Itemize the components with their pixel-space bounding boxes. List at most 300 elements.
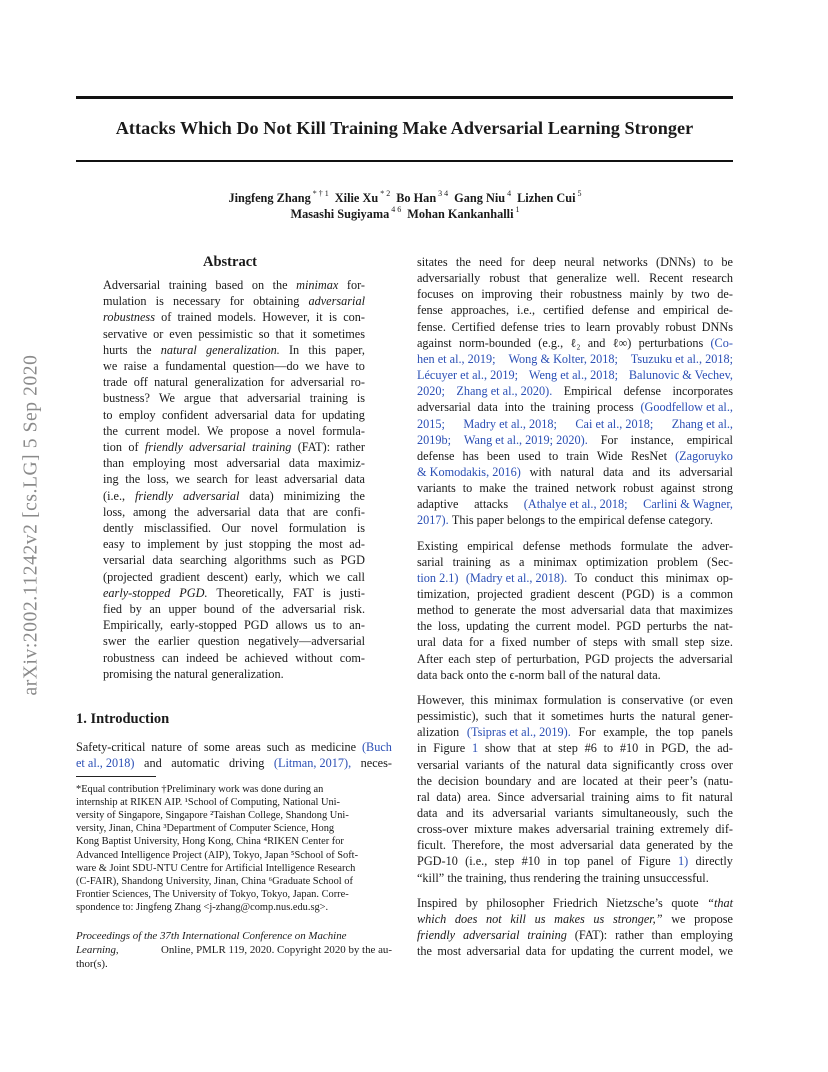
word: updating — [571, 944, 614, 959]
word: and — [537, 773, 556, 788]
word: spondence to: Jingfeng Zhang <j-zhang@comp.nus.edu.sg>. — [76, 901, 329, 913]
word: the — [583, 870, 599, 885]
word: achieved — [244, 650, 289, 665]
citation-link[interactable]: (Tsipras et al., 2019). — [466, 725, 571, 740]
word: ing — [103, 472, 119, 487]
text-line — [417, 432, 733, 448]
word: than — [651, 928, 673, 942]
text-line — [417, 586, 733, 602]
author-name: Lizhen Cui — [517, 191, 576, 206]
word: been — [486, 448, 511, 463]
word: networks — [602, 255, 648, 269]
word: propose — [229, 423, 269, 438]
word: we — [103, 359, 118, 373]
text-line — [76, 783, 392, 796]
word: Theoretically, — [216, 585, 284, 600]
word: problem — [657, 554, 698, 569]
word: is — [661, 587, 670, 601]
word: as — [295, 740, 306, 754]
word: the — [297, 537, 313, 552]
word: quote — [671, 895, 699, 910]
word: natural — [160, 342, 197, 357]
word: fense. — [417, 319, 446, 334]
citation-link[interactable]: Balunovic & Vechev, — [628, 368, 733, 383]
word: we — [175, 472, 190, 487]
word: training — [309, 391, 348, 406]
word: network — [575, 481, 616, 496]
word: (FAT): — [574, 928, 608, 942]
word: can — [161, 650, 179, 665]
citation-link[interactable]: Zhang et al., 2020). — [456, 384, 553, 399]
word: ro- — [350, 375, 365, 390]
citation-link[interactable]: Madry et al., 2018; — [463, 416, 557, 431]
text-line — [76, 888, 392, 901]
arxiv-identifier: arXiv:2002.11242v2 [cs.LG] 5 Sep 2020 — [21, 354, 42, 696]
text-line — [103, 439, 365, 455]
word: minimax — [665, 570, 710, 585]
word: instance, — [630, 432, 674, 447]
word: variants — [554, 805, 594, 820]
citation-link[interactable]: Wang et al., 2019; 2020). — [463, 432, 588, 447]
word: of — [161, 310, 172, 325]
word: improving — [481, 287, 533, 302]
word: we — [325, 569, 341, 584]
word: just — [224, 537, 243, 552]
text-line — [76, 901, 392, 914]
word: data — [619, 838, 641, 853]
word: training — [251, 440, 292, 454]
word: (i.e., — [103, 488, 126, 503]
text-line — [103, 374, 365, 390]
word: small — [651, 635, 679, 650]
word: variants — [417, 481, 456, 496]
citation-link[interactable]: Weng et al., 2018; — [528, 368, 619, 383]
word: us — [534, 911, 546, 926]
text-line — [417, 618, 733, 634]
word: maximiz- — [317, 456, 365, 471]
citation-link[interactable]: Cai et al., 2018; — [575, 416, 654, 431]
text-line — [417, 416, 733, 432]
text-line — [417, 319, 733, 335]
word: misclassified. — [144, 521, 212, 535]
word: Since — [497, 789, 525, 804]
word: for — [551, 944, 566, 959]
word: loss, — [437, 619, 461, 634]
word: fundamental — [165, 359, 227, 373]
word: area. — [467, 789, 491, 804]
text-line — [103, 552, 365, 568]
word: for — [469, 635, 484, 650]
word: data — [417, 805, 438, 820]
text-line — [417, 789, 733, 805]
citation-link[interactable]: 1 — [471, 741, 479, 756]
word: some — [203, 740, 230, 754]
word: are — [312, 504, 328, 519]
word: Online, PMLR 119, 2020. Copyright 2020 by the au- — [160, 944, 392, 957]
word: method — [417, 603, 454, 618]
word: on — [461, 287, 474, 302]
word: the — [530, 400, 546, 415]
word: ural — [417, 635, 437, 650]
word: located — [582, 773, 618, 788]
word: Proceedings of the 37th International Conference on Machine — [76, 930, 347, 942]
word: models. — [217, 310, 257, 325]
word: cross — [680, 757, 706, 772]
word: be — [225, 650, 238, 665]
arxiv-side-stamp — [2, 300, 62, 750]
text-line — [417, 383, 733, 399]
word: panel — [587, 854, 614, 869]
word: most — [437, 944, 462, 959]
word: as — [323, 553, 334, 568]
text-line — [417, 286, 733, 302]
word: step — [684, 635, 705, 650]
word: it — [299, 326, 307, 341]
text-line — [417, 634, 733, 650]
word: adversarial — [247, 391, 301, 406]
word: learn — [585, 319, 611, 334]
word: common — [690, 587, 733, 601]
word: at — [624, 773, 633, 788]
word: of — [187, 740, 198, 754]
word: simultaneously, — [601, 805, 679, 820]
text-line — [103, 309, 365, 325]
word: medicine — [311, 740, 357, 754]
word: process — [596, 400, 634, 415]
word: cross-over — [417, 822, 469, 837]
author-affiliation-marks: 5 — [575, 189, 582, 198]
citation-link[interactable]: (Co- — [710, 335, 733, 350]
word: the — [155, 666, 171, 681]
word: conduct — [594, 570, 634, 585]
word: However, — [417, 692, 465, 707]
citation-link[interactable]: & Komodakis, 2016) — [417, 464, 521, 479]
word: a — [153, 359, 159, 373]
word: PGD — [584, 651, 610, 666]
citation-link[interactable]: Carlini & Wagner, — [643, 497, 733, 512]
word: of — [576, 635, 587, 650]
citation-link[interactable]: Lécuyer et al., 2019; — [417, 368, 519, 383]
text-line — [417, 496, 733, 512]
word: well. — [615, 271, 640, 286]
word: adversarial — [226, 456, 281, 471]
author-affiliation-marks: 4 6 — [389, 205, 402, 214]
word: defense — [591, 303, 630, 318]
text-line — [76, 929, 392, 943]
word: thus — [509, 870, 531, 885]
text-line — [417, 853, 733, 869]
author-name: Bo Han — [396, 191, 437, 206]
word: gener- — [701, 709, 733, 724]
citation-link[interactable]: (Litman, 2017), — [273, 756, 352, 771]
word: the — [349, 488, 365, 503]
word: that — [275, 326, 294, 341]
word: servative — [103, 326, 148, 341]
word: over — [711, 757, 733, 772]
word: to — [570, 319, 581, 334]
word: updating — [322, 407, 365, 422]
word: friendly — [417, 928, 456, 942]
word: is — [328, 310, 338, 325]
word: for — [510, 255, 525, 269]
text-line — [103, 585, 365, 601]
word: rendering — [533, 870, 581, 885]
word: “that — [707, 895, 733, 910]
word: data) — [436, 789, 461, 804]
word: current — [639, 944, 675, 959]
word: raise — [123, 359, 147, 373]
word: automatic — [171, 756, 220, 771]
word: versity, Jinan, China ³Department of Computer Science, Hong — [76, 823, 335, 835]
word: such — [686, 805, 710, 820]
word: (e.g., — [538, 335, 564, 350]
word: has — [462, 448, 479, 463]
word: search — [196, 472, 228, 487]
word: Friedrich — [552, 895, 598, 910]
word: model. — [576, 619, 611, 634]
word: data — [586, 757, 608, 772]
text-line — [417, 708, 733, 724]
word: us — [314, 618, 326, 633]
word: rather — [336, 440, 365, 454]
word: the — [509, 838, 525, 853]
word: the — [677, 538, 693, 553]
citation-link[interactable]: 1) — [677, 854, 689, 869]
word: optimization — [586, 554, 649, 569]
word: searching — [179, 553, 227, 568]
text-line — [417, 805, 733, 821]
citation-link[interactable]: (Madry et al., 2018). — [465, 570, 568, 585]
word: of — [509, 757, 520, 772]
word: or — [153, 326, 164, 341]
word: (PGD) — [621, 587, 655, 601]
word: Advanced Intelligence Project (AIP), Tokyo, Japan ⁵School of Soft- — [76, 849, 359, 861]
word: training — [591, 789, 630, 804]
word: to — [332, 618, 343, 633]
word: defense — [417, 448, 455, 463]
text-line — [417, 821, 733, 837]
word: for — [301, 407, 316, 422]
word: tries — [543, 319, 566, 334]
word: training, — [465, 870, 507, 885]
word: allows — [275, 618, 308, 633]
word: confident — [161, 407, 209, 422]
word: sometimes — [312, 326, 365, 341]
word: its — [472, 805, 484, 820]
author-name: Xilie Xu — [334, 191, 379, 206]
word: deep — [532, 255, 556, 269]
word: and — [144, 756, 162, 771]
word: the — [525, 757, 541, 772]
text-line — [417, 554, 733, 570]
word: #10 — [521, 854, 541, 869]
word: Empirically, — [103, 618, 164, 633]
word: to — [131, 537, 141, 552]
word: their — [540, 287, 563, 302]
word: adversarial — [463, 928, 520, 942]
word: easy — [103, 537, 125, 552]
word: ℓ∞) — [612, 335, 632, 350]
word: in — [417, 741, 427, 756]
text-line — [417, 740, 733, 756]
citation-link[interactable]: Wong & Kolter, 2018; — [508, 351, 618, 366]
word: generalize — [556, 271, 607, 286]
word: is — [356, 391, 365, 406]
text-line — [103, 569, 365, 585]
word: pessimistic — [198, 326, 253, 341]
citation-link[interactable]: Zhang et al., — [671, 416, 733, 431]
citation-link[interactable]: tion 2.1) — [417, 570, 459, 585]
footnote-rule — [76, 776, 156, 777]
word: obtaining — [253, 294, 300, 309]
word: is — [607, 692, 616, 707]
word: the — [695, 741, 711, 756]
word: necessary — [172, 294, 221, 309]
word: employing — [132, 456, 186, 471]
word: this — [470, 692, 489, 707]
word: make — [479, 481, 506, 496]
text-line — [103, 407, 365, 423]
word: natural — [698, 789, 733, 804]
word: data — [442, 635, 463, 650]
word: the — [512, 481, 528, 496]
word: ResNet — [630, 448, 667, 463]
word: the — [619, 944, 635, 959]
word: mainly — [629, 287, 664, 302]
word: model. — [166, 423, 201, 438]
word: we — [718, 944, 733, 959]
word: philosopher — [486, 895, 545, 910]
word: makes — [554, 911, 585, 926]
word: certified — [543, 303, 584, 318]
word: to — [103, 407, 113, 422]
citation-link[interactable]: 2020; — [417, 384, 445, 399]
word: adversarial — [182, 488, 240, 503]
word: does — [454, 911, 478, 926]
word: (natu- — [703, 773, 733, 788]
word: adversarial — [214, 407, 269, 422]
text-line — [103, 601, 365, 617]
word: minimax — [296, 278, 339, 292]
citation-link[interactable]: et al., 2018) — [76, 756, 135, 771]
citation-link[interactable]: 2019b; — [417, 432, 452, 447]
word: strong — [702, 481, 733, 496]
word: dently — [103, 521, 134, 535]
word: data — [274, 407, 296, 422]
text-line — [417, 448, 733, 464]
text-line — [76, 822, 392, 835]
word: two — [691, 287, 710, 302]
word: *Equal contribution †Preliminary work was done during an — [76, 784, 324, 795]
citation-link[interactable]: (Zagoruyko — [675, 448, 733, 463]
word: this — [308, 342, 327, 357]
word: incorporates — [672, 384, 733, 399]
word: aims — [635, 789, 659, 804]
word: train — [566, 448, 589, 463]
word: adversarial — [570, 603, 625, 618]
word: minimax — [533, 554, 578, 569]
word: adversarial — [417, 400, 471, 415]
text-line — [417, 464, 733, 480]
word: pessimistic), — [417, 709, 479, 724]
word: data — [603, 464, 624, 479]
word: adversarial — [531, 789, 585, 804]
word: Our — [221, 521, 241, 535]
word: neural — [564, 255, 595, 269]
word: rather — [615, 928, 644, 942]
author-affiliation-marks: 4 — [505, 189, 512, 198]
word: novel — [250, 521, 279, 535]
text-line — [103, 358, 365, 374]
word: the — [272, 278, 288, 292]
word: adversarial — [282, 602, 337, 616]
word: step — [475, 651, 496, 666]
citation-link[interactable]: Tsuzuku et al., 2018; — [630, 351, 733, 366]
word: perturbation, — [516, 651, 580, 666]
word: decision — [438, 773, 479, 788]
word: This paper belongs to the empirical defense category. — [451, 513, 713, 528]
word: Adversarial — [103, 278, 161, 292]
text-line — [103, 488, 365, 504]
word: data back onto the ϵ-norm ball of the natural data. — [417, 667, 661, 682]
word: need — [478, 255, 503, 269]
word: sarial — [417, 554, 444, 569]
word: op- — [716, 570, 733, 585]
word: by — [699, 838, 712, 853]
section-heading-introduction: 1. Introduction — [76, 711, 170, 727]
word: loss, — [146, 472, 169, 487]
word: However, — [262, 310, 310, 325]
word: we — [671, 911, 686, 926]
word: focuses — [417, 287, 454, 302]
word: thor(s). — [76, 958, 108, 971]
citation-link[interactable]: hen et al., 2019; — [417, 351, 496, 366]
citation-link[interactable]: (Athalye et al., 2018; — [523, 497, 628, 512]
author-name: Masashi Sugiyama — [290, 207, 390, 222]
word: #6 — [584, 741, 597, 756]
word: implement — [147, 537, 200, 552]
word: i.e., — [517, 303, 536, 318]
word: descent — [577, 587, 615, 601]
word: question — [197, 634, 240, 649]
text-line — [417, 367, 733, 383]
word: their — [639, 773, 662, 788]
word: ad- — [717, 741, 733, 756]
word: nature — [151, 740, 182, 754]
text-line — [76, 943, 392, 957]
word: that — [219, 391, 239, 406]
citation-link[interactable]: 2015; — [417, 416, 445, 431]
citation-link[interactable]: (Buch — [361, 740, 392, 754]
word: versarial — [417, 757, 460, 772]
title-top-rule — [76, 96, 733, 99]
word: the — [125, 472, 141, 487]
word: approaches, — [450, 303, 510, 318]
citation-link[interactable]: 2017). — [417, 513, 449, 528]
word: methods — [569, 538, 612, 553]
word: training — [527, 928, 567, 942]
word: the — [692, 619, 708, 634]
word: significantly — [612, 757, 675, 772]
word: Safety-critical — [76, 740, 146, 754]
citation-link[interactable]: (Goodfellow et al., — [640, 400, 733, 415]
word: even — [169, 326, 193, 341]
word: empirical — [662, 303, 710, 318]
text-line — [417, 270, 733, 286]
word: size. — [710, 635, 733, 650]
word: least — [255, 472, 278, 487]
word: adversarial — [466, 944, 521, 959]
